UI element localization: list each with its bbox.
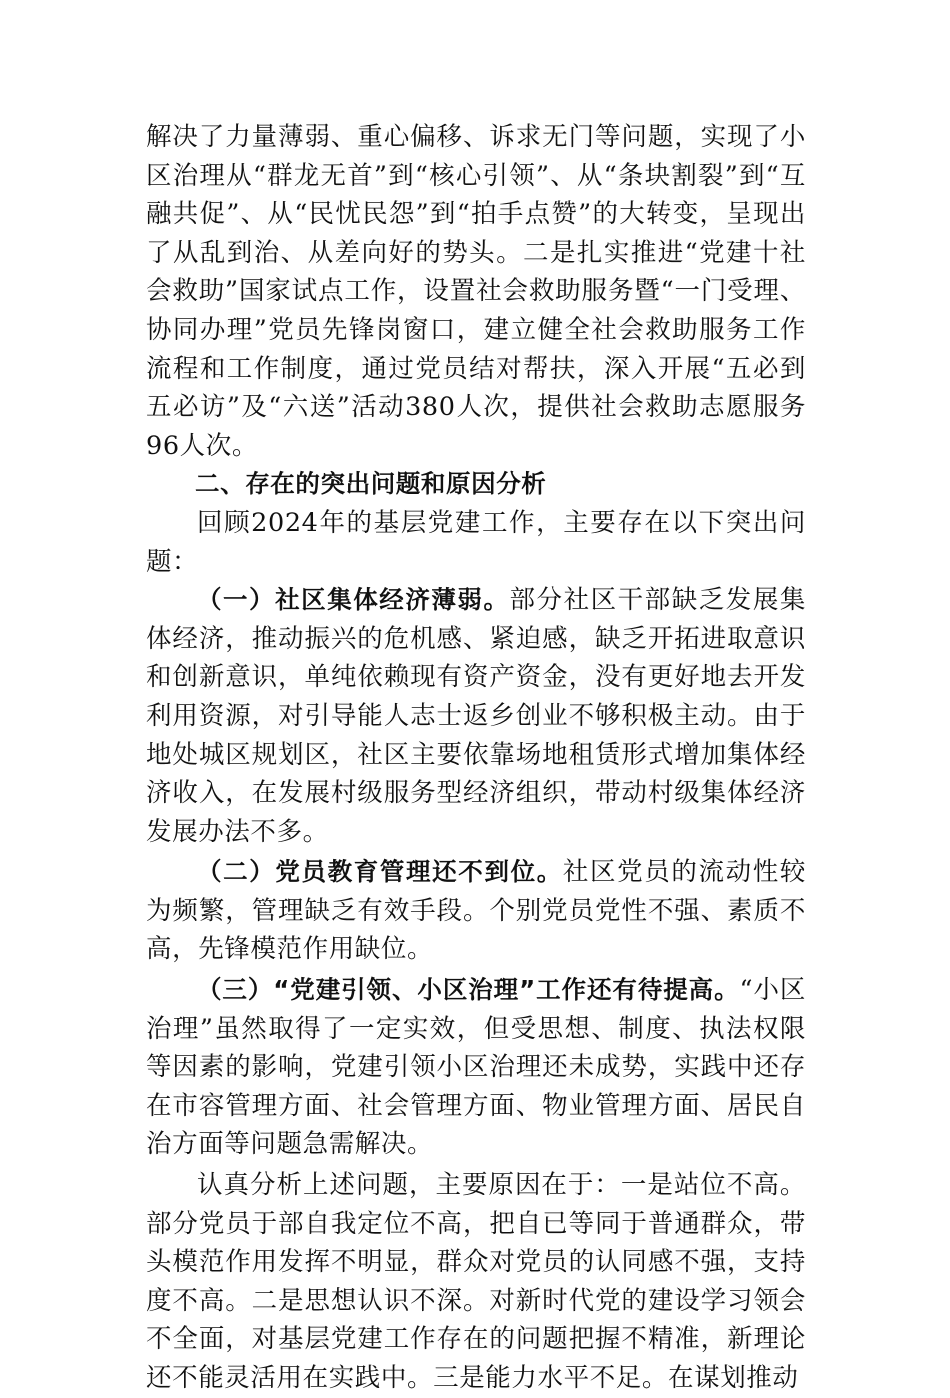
problem-1-body: 部分社区干部缺乏发展集体经济，推动振兴的危机感、紧迫感，缺乏开拓进取意识和创新意识，单纯依赖现有资产资金，没有更好地去开发利用资源，对引导能人志士返乡创业不够积极主动。由于地处城区规划区，社区主要依靠场地租赁形式增加集体经济收入，在发展村级服务型经济组织，带动村级集体经济发展办法不多。 bbox=[146, 585, 806, 847]
paragraph-cause-analysis: 认真分析上述问题，主要原因在于：一是站位不高。部分党员于部自我定位不高，把自已等同于普通群众，带头模范作用发挥不明显，群众对党员的认同感不强，支持度不高。二是思想认识不深。对新时代党的建设学习领会不全面，对基层党建工作存在的问题把握不精准，新理论还不能灵活用在实践中。三是能力水平不足。在谋划推动 bbox=[146, 1170, 806, 1393]
paragraph-problem-3 bbox=[146, 971, 806, 1164]
section-heading-problems: 二、存在的突出问题和原因分析 bbox=[195, 469, 547, 499]
paragraph-achievements: 解决了力量薄弱、重心偏移、诉求无门等问题，实现了小区治理从“群龙无首”到“核心引领”、从“条块割裂”到“互融共促”、从“民忧民怨”到“拍手点赞”的大转变，呈现出了从乱到治、从差向好的势头。二是扎实推进“党建十社会救助”国家试点工作，设置社会救助服务暨“一门受理、协同办理”党员先锋岗窗口，建立健全社会救助服务工作流程和工作制度，通过党员结对帮扶，深入开展“五必到五必访”及“六送”活动380人次，提供社会救助志愿服务96人次。 bbox=[146, 122, 806, 461]
problem-3-title: （三）“党建引领、小区治理”工作还有待提高。 bbox=[197, 975, 740, 1005]
paragraph-intro: 回顾2024年的基层党建工作，主要存在以下突出问题： bbox=[146, 507, 806, 577]
problem-3-body: “小区治理”虽然取得了一定实效，但受思想、制度、执法权限等因素的影响，党建引领小区治理还未成势，实践中还存在市容管理方面、社会管理方面、物业管理方面、居民自治方面等问题急需解决。 bbox=[146, 975, 806, 1160]
problem-2-title: （二）党员教育管理还不到位。 bbox=[197, 857, 563, 887]
paragraph-problem-2 bbox=[146, 853, 806, 969]
paragraph-problem-1 bbox=[146, 581, 806, 851]
problem-1-title: （一）社区集体经济薄弱。 bbox=[197, 585, 510, 615]
problem-2-body: 社区党员的流动性较为频繁，管理缺乏有效手段。个别党员党性不强、素质不高，先锋模范作用缺位。 bbox=[146, 857, 806, 965]
document-page bbox=[146, 118, 806, 1398]
